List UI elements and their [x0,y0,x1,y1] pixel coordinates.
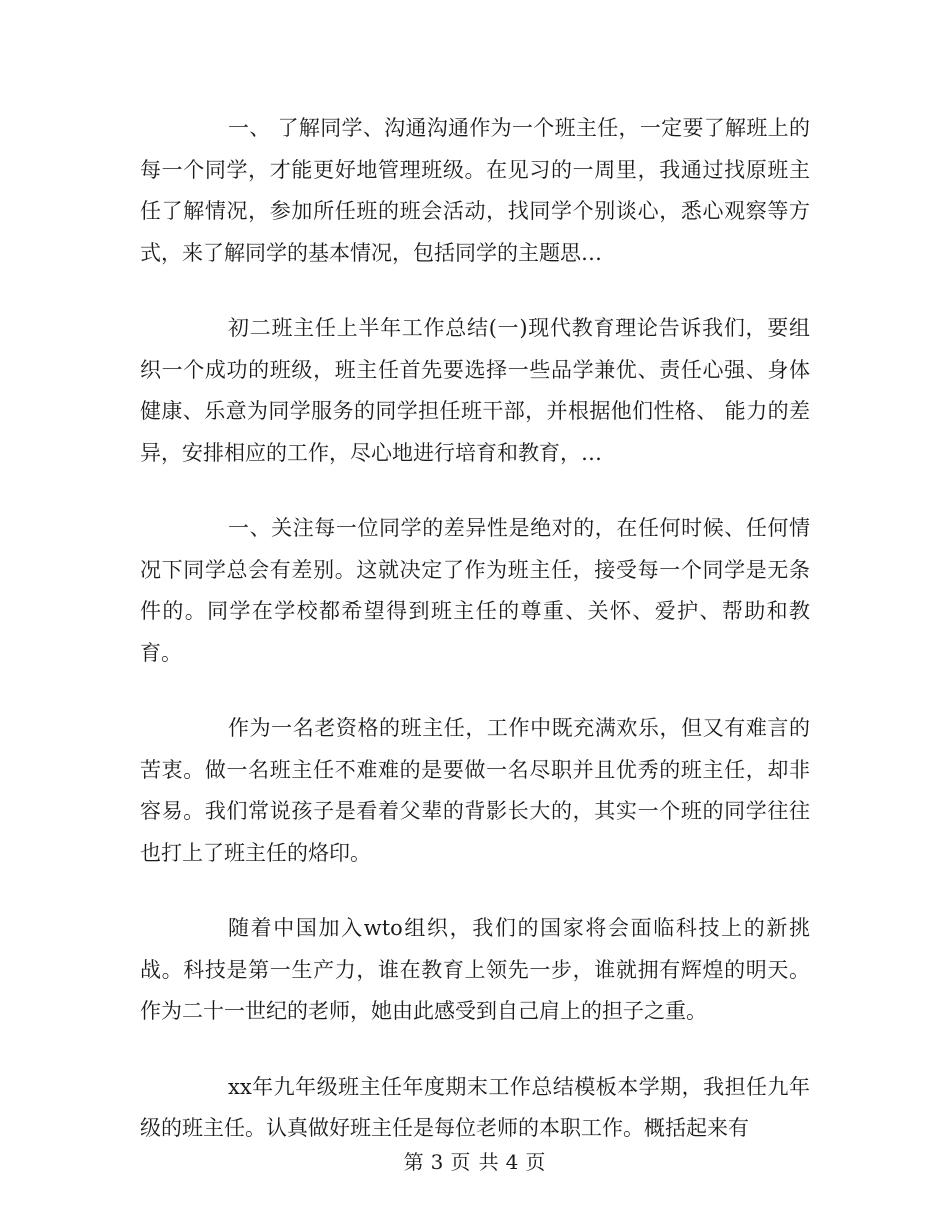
paragraph-2: 初二班主任上半年工作总结(一)现代教育理论告诉我们，要组织一个成功的班级，班主任首先要选择一些品学兼优、责任心强、身体健康、乐意为同学服务的同学担任班干部，并根据他们性格、 能力的差异，安排相应的工作，尽心地进行培育和教育，… [140,316,810,465]
paragraph-5: 随着中国加入wto组织，我们的国家将会面临科技上的新挑战。科技是第一生产力，谁在教育上领先一步，谁就拥有辉煌的明天。作为二十一世纪的老师，她由此感受到自己肩上的担子之重。 [140,916,810,1023]
paragraph-6: xx年九年级班主任年度期末工作总结模板本学期，我担任九年级的班主任。认真做好班主任是每位老师的本职工作。概括起来有 [140,1074,810,1140]
document-body [140,108,810,1184]
paragraph-1: 一、 了解同学、沟通沟通作为一个班主任，一定要了解班上的每一个同学，才能更好地管理班级。在见习的一周里，我通过找原班主任了解情况，参加所任班的班会活动，找同学个别谈心，悉心观察等方式，来了解同学的基本情况，包括同学的主题思… [140,116,810,265]
paragraph-4: 作为一名老资格的班主任，工作中既充满欢乐，但又有难言的苦衷。做一名班主任不难难的是要做一名尽职并且优秀的班主任，却非容易。我们常说孩子是看着父辈的背影长大的，其实一个班的同学往往也打上了班主任的烙印。 [140,716,810,865]
footer-suffix: 页 [525,1150,547,1174]
footer-current-page: 3 [430,1150,445,1174]
footer-prefix: 第 [403,1150,425,1174]
footer-total-pages: 4 [505,1150,520,1174]
paragraph-3: 一、关注每一位同学的差异性是绝对的，在任何时候、任何情况下同学总会有差别。这就决定了作为班主任，接受每一个同学是无条件的。同学在学校都希望得到班主任的尊重、关怀、爱护、帮助和教育。 [140,516,810,665]
page-footer [0,1148,950,1176]
footer-middle: 页 共 [450,1150,500,1174]
